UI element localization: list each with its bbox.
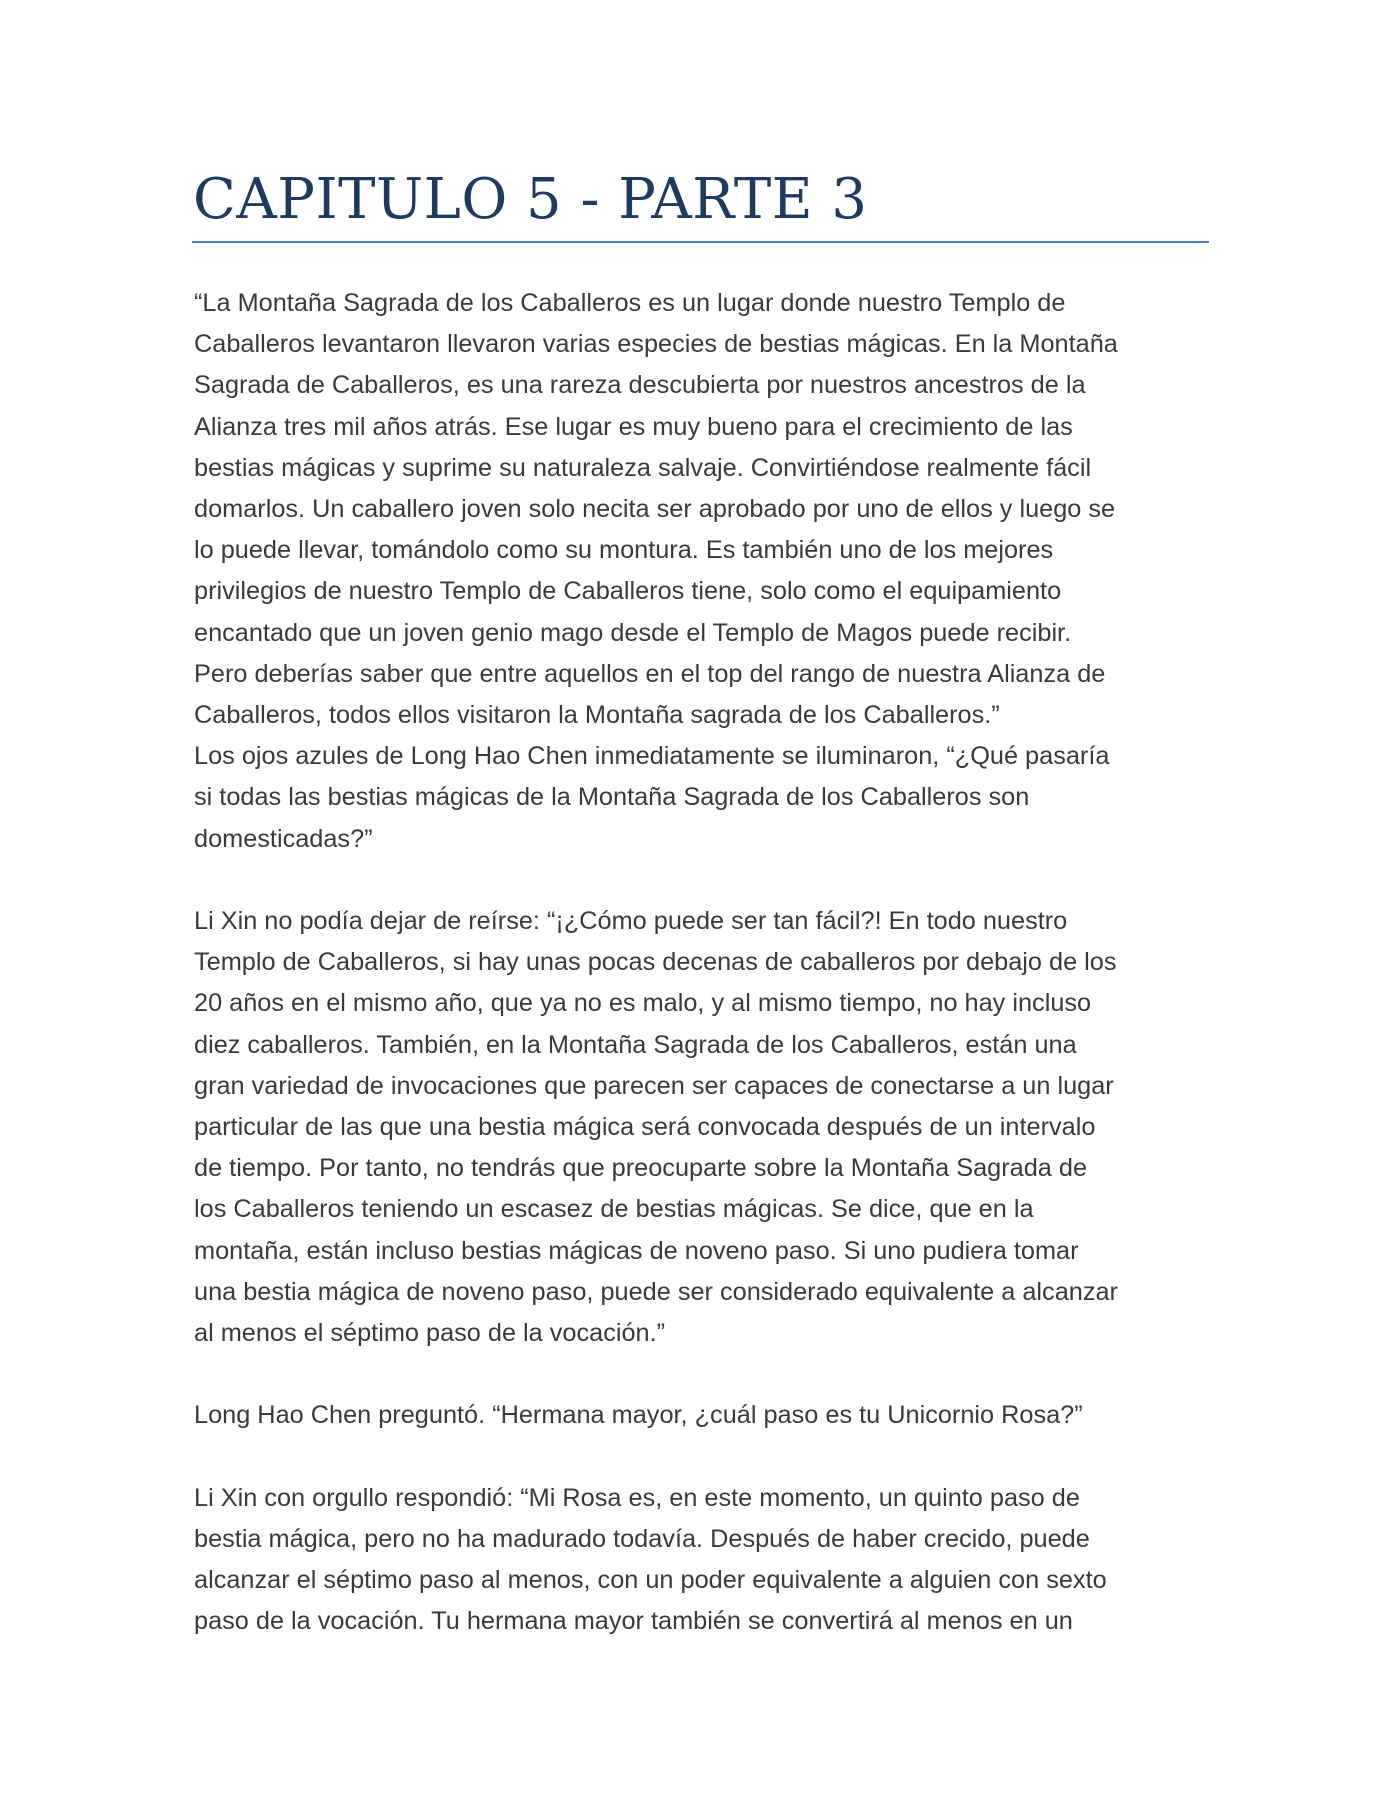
text-line: particular de las que una bestia mágica será convocada después de un intervalo: [194, 1113, 1096, 1142]
paragraph-spacer: [194, 860, 1219, 901]
text-line: lo puede llevar, tomándolo como su montura. Es también uno de los mejores: [194, 536, 1054, 565]
text-line: montaña, están incluso bestias mágicas de noveno paso. Si uno pudiera tomar: [194, 1236, 1079, 1265]
text-line: encantado que un joven genio mago desde el Templo de Magos puede recibir.: [194, 618, 1072, 647]
paragraph-2: [194, 736, 1219, 860]
text-line: Li Xin con orgullo respondió: “Mi Rosa es, en este momento, un quinto paso de: [194, 1483, 1080, 1512]
text-line: “La Montaña Sagrada de los Caballeros es un lugar donde nuestro Templo de: [194, 289, 1066, 317]
text-line: Templo de Caballeros, si hay unas pocas decenas de caballeros por debajo de los: [194, 948, 1117, 977]
chapter-body: [194, 283, 1219, 1643]
text-line: Los ojos azules de Long Hao Chen inmediatamente se iluminaron, “¿Qué pasaría: [194, 742, 1110, 771]
text-line: domesticadas?”: [194, 824, 373, 853]
text-line: Caballeros levantaron llevaron varias especies de bestias mágicas. En la Montaña: [194, 330, 1118, 359]
text-line: diez caballeros. También, en la Montaña Sagrada de los Caballeros, están una: [194, 1030, 1077, 1059]
text-line: al menos el séptimo paso de la vocación.”: [194, 1319, 666, 1348]
text-line: domarlos. Un caballero joven solo necita ser aprobado por uno de ellos y luego se: [194, 495, 1116, 524]
text-line: bestias mágicas y suprime su naturaleza salvaje. Convirtiéndose realmente fácil: [194, 453, 1092, 482]
text-line: bestia mágica, pero no ha madurado todavía. Después de haber crecido, puede: [194, 1525, 1090, 1554]
text-line: 20 años en el mismo año, que ya no es malo, y al mismo tiempo, no hay incluso: [194, 989, 1092, 1018]
paragraph-5: [194, 1478, 1219, 1643]
text-line: de tiempo. Por tanto, no tendrás que preocuparte sobre la Montaña Sagrada de: [194, 1154, 1088, 1183]
text-line: privilegios de nuestro Templo de Caballeros tiene, solo como el equipamiento: [194, 577, 1062, 606]
text-line: Long Hao Chen preguntó. “Hermana mayor, ¿cuál paso es tu Unicornio Rosa?”: [194, 1401, 1083, 1430]
text-line: Sagrada de Caballeros, es una rareza descubierta por nuestros ancestros de la: [194, 371, 1086, 400]
text-line: los Caballeros teniendo un escasez de bestias mágicas. Se dice, que en la: [194, 1195, 1034, 1224]
text-line: Li Xin no podía dejar de reírse: “¡¿Cómo puede ser tan fácil?! En todo nuestro: [194, 907, 1068, 936]
text-line: Pero deberías saber que entre aquellos en el top del rango de nuestra Alianza de: [194, 659, 1106, 688]
paragraph-1: [194, 283, 1219, 736]
text-line: alcanzar el séptimo paso al menos, con un poder equivalente a alguien con sexto: [194, 1566, 1107, 1595]
paragraph-3: [194, 901, 1219, 1354]
title-underline: [192, 241, 1209, 243]
paragraph-4: [194, 1395, 1219, 1436]
text-line: gran variedad de invocaciones que parecen ser capaces de conectarse a un lugar: [194, 1071, 1114, 1100]
text-line: Caballeros, todos ellos visitaron la Montaña sagrada de los Caballeros.”: [194, 701, 1000, 730]
text-line: paso de la vocación. Tu hermana mayor también se convertirá al menos en un: [194, 1607, 1073, 1636]
text-line: una bestia mágica de noveno paso, puede ser considerado equivalente a alcanzar: [194, 1277, 1118, 1306]
paragraph-spacer: [194, 1437, 1219, 1478]
text-line: si todas las bestias mágicas de la Montaña Sagrada de los Caballeros son: [194, 783, 1030, 812]
paragraph-spacer: [194, 1354, 1219, 1395]
text-line: Alianza tres mil años atrás. Ese lugar es muy bueno para el crecimiento de las: [194, 412, 1073, 441]
chapter-title: CAPITULO 5 - PARTE 3: [193, 167, 868, 232]
